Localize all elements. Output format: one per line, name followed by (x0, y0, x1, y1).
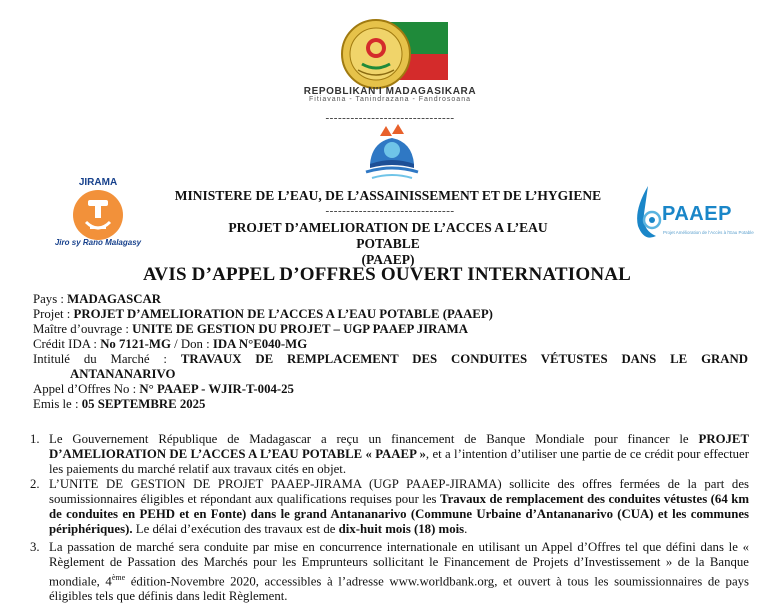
field-emis (33, 397, 748, 412)
jirama-name: JIRAMA (78, 177, 118, 188)
field-value: N° PAAEP - WJIR-T-004-25 (139, 382, 294, 396)
jirama-tagline: Jiro sy Rano Malagasy (54, 238, 142, 247)
paaep-name: PAAEP (662, 203, 732, 225)
field-intitule (33, 352, 748, 367)
field-value: MADAGASCAR (67, 292, 161, 306)
field-credit (33, 337, 748, 352)
field-value: 05 SEPTEMBRE 2025 (81, 397, 206, 411)
project-title (200, 220, 576, 268)
field-maitre-ouvrage (33, 322, 748, 337)
republic-name: REPOBLIKAN'I MADAGASIKARA (303, 86, 477, 97)
separator: ------------------------------- (325, 205, 455, 217)
ministry-logo-icon (362, 124, 422, 182)
field-label: Appel d’Offres No : (33, 382, 140, 396)
item-number: 1. (30, 432, 40, 446)
field-label: Pays : (33, 292, 68, 306)
field-value: No 7121-MG (100, 337, 171, 351)
field-pays (33, 292, 748, 307)
separator: ------------------------------- (325, 112, 455, 124)
field-intitule-cont (70, 367, 570, 382)
item-number: 2. (30, 477, 40, 491)
field-projet (33, 307, 748, 322)
item-text: Le Gouvernement République de Madagascar a reçu un financement de Banque Mondiale pour financer le PROJET D’AMELIORATION DE L’ACCES A L’EAU POTABLE « PAAEP », et a l’intention d’utiliser une partie de ce crédit pour effectuer les paiements du marché relatif aux travaux cités en objet. (49, 432, 749, 476)
field-value: IDA N°E040-MG (212, 337, 308, 351)
item-text: La passation de marché sera conduite par mise en concurrence internationale en utilisant un Appel d’Offres tel que défini dans le « Règlement de Passation des Marchés pour les Emprunteurs sollicitant le Financement de Projets d’Investissement » de la Banque mondiale, 4ème édition-Novembre 2020, accessibles à l’adresse www.worldbank.org, et ouvert à tous les soumissionnaires de pays éligibles tels que définis dans ledit Règlement. (49, 540, 750, 604)
field-value: PROJET D’AMELIORATION DE L’ACCES A L’EAU POTABLE (PAAEP) (73, 307, 493, 321)
field-label: Projet : (33, 307, 74, 321)
notice-title: AVIS D’APPEL D’OFFRES OUVERT INTERNATIONAL (142, 264, 632, 285)
field-label: Emis le : (33, 397, 82, 411)
paaep-tagline: Projet Amélioration de l'Accès à l'Eau Potable (663, 230, 754, 235)
field-value: ANTANANARIVO (70, 367, 176, 381)
item-number: 3. (30, 540, 40, 554)
field-label: Intitulé du Marché : (33, 352, 181, 366)
field-label: Maître d’ouvrage : (33, 322, 133, 336)
project-title-line2: (PAAEP) (361, 252, 415, 267)
ministry-title: MINISTERE DE L’EAU, DE L’ASSAINISSEMENT ET DE L’HYGIENE (174, 188, 602, 203)
field-label: Crédit IDA : (33, 337, 101, 351)
field-label: / Don : (170, 337, 213, 351)
project-title-line1: PROJET D’AMELIORATION DE L’ACCES A L’EAU POTABLE (228, 220, 548, 251)
field-value: UNITE DE GESTION DU PROJET – UGP PAAEP JIRAMA (132, 322, 468, 336)
item-text: L’UNITE DE GESTION DE PROJET PAAEP-JIRAMA (UGP PAAEP-JIRAMA) sollicite des offres fermées de la part des soumissionnaires éligibles et répondant aux qualifications requises pour les Travaux de remplacement des conduites vétustes (64 km de conduites en PEHD et en Fonte) dans le grand Antananarivo (Commune Urbaine d’Antananarivo (CUA) et les communes périphériques). Le délai d’exécution des travaux est de dix-huit mois (18) mois. (49, 477, 749, 536)
republic-seal-icon (328, 14, 458, 94)
field-value: TRAVAUX DE REMPLACEMENT DES CONDUITES VÉTUSTES DANS LE GRAND (180, 352, 748, 366)
republic-motto: Fitiavana - Tanindrazana - Fandrosoana (308, 96, 471, 103)
field-appel-offres (33, 382, 748, 397)
